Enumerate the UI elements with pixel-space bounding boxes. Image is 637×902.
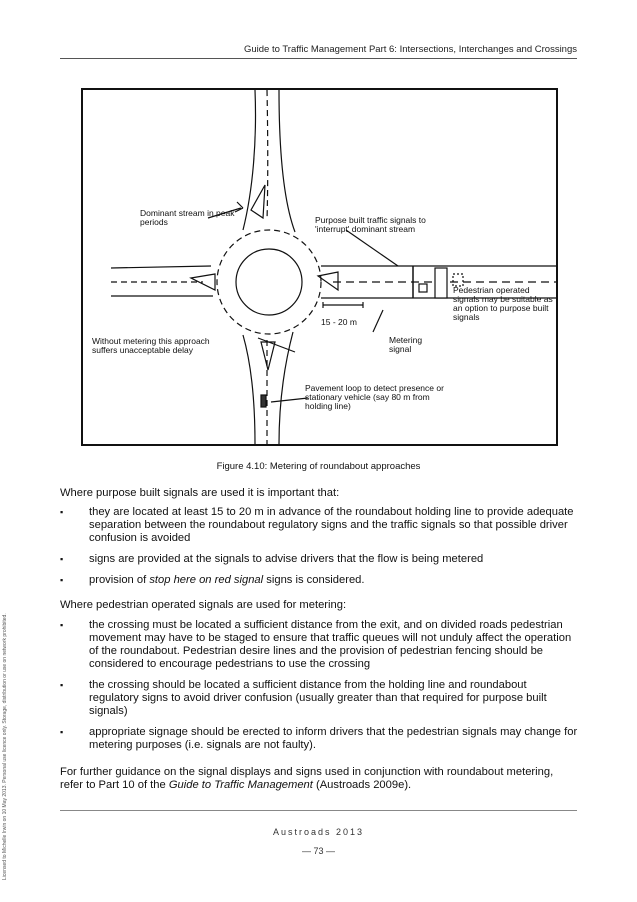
footer-organisation: Austroads 2013 bbox=[272, 827, 365, 837]
north-splitter-island bbox=[251, 185, 265, 218]
north-road-edge-right bbox=[279, 90, 295, 232]
label-pavement-loop: Pavement loop to detect presence or stationary vehicle (say 80 m from holding line) bbox=[305, 383, 444, 411]
south-road-edge-left bbox=[243, 335, 255, 444]
bullet-marker: ▪ bbox=[60, 620, 64, 630]
list-item-text: appropriate signage should be erected to inform drivers that the pedestrian signals may change for metering purposes (i.e. signals are not faulty). bbox=[89, 726, 578, 751]
figure-caption: Figure 4.10: Metering of roundabout approaches bbox=[216, 461, 421, 472]
bullet-marker: ▪ bbox=[60, 554, 64, 564]
label-pedestrian-signals: Pedestrian operated signals may be suitable as an option to purpose built signals bbox=[453, 285, 553, 322]
west-road-edge-top bbox=[111, 266, 211, 268]
list-item-text: signs are provided at the signals to advise drivers that the flow is being metered bbox=[89, 553, 484, 565]
pavement-loop bbox=[261, 395, 266, 407]
list-item-text: they are located at least 15 to 20 m in advance of the roundabout holding line to provide adequate separation between the roundabout regulatory signs and the traffic signals so that possible driver confusion is avoided bbox=[89, 506, 574, 544]
leader-loop bbox=[271, 398, 308, 402]
bullet-marker: ▪ bbox=[60, 680, 64, 690]
header-rule bbox=[60, 58, 577, 59]
pedestrian-crossing-symbol bbox=[435, 268, 447, 298]
bullet-marker: ▪ bbox=[60, 575, 64, 585]
page-number: — 73 — bbox=[301, 846, 335, 856]
licence-note: Licensed to Michelle Irwin on 10 May 2013. Personal use licence only. Storage, distribution or use on network prohibited. bbox=[2, 613, 8, 880]
intro-pedestrian-signals: Where pedestrian operated signals are used for metering: bbox=[60, 599, 347, 611]
leader-metering bbox=[373, 310, 383, 332]
bullet-marker: ▪ bbox=[60, 507, 64, 517]
central-island bbox=[236, 249, 302, 315]
label-distance: 15 - 20 m bbox=[321, 317, 357, 327]
circulating-lane-marking bbox=[217, 230, 321, 334]
figure-roundabout-metering bbox=[81, 88, 558, 446]
label-purpose-built-signals: Purpose built traffic signals to 'interrupt' dominant stream bbox=[315, 215, 426, 234]
label-metering-signal: Metering signal bbox=[389, 335, 423, 354]
footer-rule bbox=[60, 810, 577, 811]
closing-paragraph: For further guidance on the signal displays and signs used in conjunction with roundabout metering, refer to Part 10 of the Guide to Traffic Management (Austroads 2009e). bbox=[60, 766, 554, 791]
bullet-marker: ▪ bbox=[60, 727, 64, 737]
list-item-text: provision of stop here on red signal signs is considered. bbox=[89, 574, 365, 586]
label-without-metering: Without metering this approach suffers unacceptable delay bbox=[92, 336, 210, 355]
north-road-edge-left bbox=[243, 90, 256, 230]
running-header: Guide to Traffic Management Part 6: Intersections, Interchanges and Crossings bbox=[243, 44, 577, 55]
south-splitter-island bbox=[261, 342, 275, 370]
leader-purpose bbox=[346, 230, 398, 266]
intro-purpose-signals: Where purpose built signals are used it is important that: bbox=[60, 487, 340, 499]
list-item-text: the crossing must be located a sufficient distance from the exit, and on divided roads pedestrian movement may have to be staged to ensure that traffic queues will not unduly affect the operation of the roundabout. Pedestrian desire lines and the provision of pedestrian fencing should be considered to encourage pedestrians to use the crossing bbox=[89, 619, 572, 670]
north-centre-line bbox=[267, 90, 268, 220]
metering-signal-symbol bbox=[419, 284, 427, 292]
list-item-text: the crossing should be located a sufficient distance from the holding line and roundabout regulatory signs to avoid driver confusion (usually greater than that required for purpose built signals) bbox=[89, 679, 547, 717]
label-dominant-stream: Dominant stream in peak periods bbox=[140, 208, 235, 227]
